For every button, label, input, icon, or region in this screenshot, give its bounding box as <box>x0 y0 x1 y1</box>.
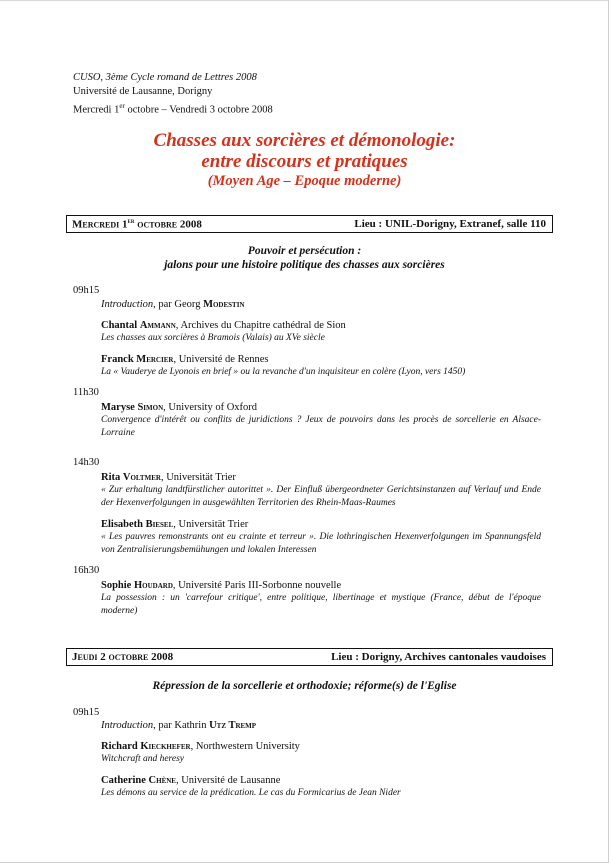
talk-entry <box>101 471 541 510</box>
day-2-date: Jeudi 2 octobre 2008 <box>72 651 174 663</box>
talk-title: Witchcraft and heresy <box>101 754 185 764</box>
talk-entry <box>101 740 541 766</box>
header-date-end: octobre – Vendredi 3 octobre 2008 <box>124 104 273 116</box>
speaker-affiliation: , Northwestern University <box>190 741 300 752</box>
intro-name: Utz Tremp <box>209 720 257 731</box>
header-date-start: Mercredi 1 <box>73 104 120 116</box>
talk-entry <box>101 319 541 345</box>
speaker-last-name: Chène <box>148 775 176 786</box>
speaker-last-name: Kieckhefer <box>140 741 191 752</box>
talk-entry <box>101 353 541 379</box>
talk-title: La « Vauderye de Lyonois en brief » ou la revanche d'un inquisiteur en colère (Lyon, vers 1450) <box>101 367 466 377</box>
header-line-3 <box>73 99 273 118</box>
talk-title: Convergence d'intérêt ou conflits de juridictions ? Jeux de pouvoirs dans les procès de sorcellerie en Alsace-Lorraine <box>101 415 541 438</box>
day-1-header <box>66 215 553 233</box>
intro-entry <box>101 298 541 311</box>
time-slot: 09h15 <box>73 707 100 718</box>
talk-entry <box>101 774 541 800</box>
talk-title: La possession : un 'carrefour critique', entre politique, libertinage et mystique (France, début de l'époque moderne) <box>101 593 541 616</box>
intro-entry <box>101 719 541 732</box>
day-1-date-sup: er <box>127 217 135 226</box>
page-title <box>0 131 609 190</box>
speaker-affiliation: , Université de Rennes <box>173 354 269 365</box>
speaker-first-name: Franck <box>101 354 137 365</box>
speaker-first-name: Elisabeth <box>101 519 146 530</box>
title-line-3: (Moyen Age – Epoque moderne) <box>207 173 402 189</box>
speaker-first-name: Rita <box>101 472 123 483</box>
speaker-last-name: Biesel <box>145 519 174 530</box>
day-2-header <box>66 648 553 666</box>
talk-title: Les chasses aux sorcières à Bramois (Valais) au XVe siècle <box>101 333 325 343</box>
day-1-section-title <box>0 244 609 272</box>
speaker-affiliation: , Universität Trier <box>160 472 236 483</box>
intro-name: Modestin <box>203 299 245 310</box>
speaker-affiliation: , Université Paris III-Sorbonne nouvelle <box>172 580 342 591</box>
intro-par: , par Georg <box>153 299 204 310</box>
intro-par: , par Kathrin <box>153 720 210 731</box>
day-1-section-line-2: jalons pour une histoire politique des chasses aux sorcières <box>164 259 445 271</box>
speaker-last-name: Houdard <box>133 580 173 591</box>
speaker-first-name: Richard <box>101 741 141 752</box>
header-line-1: CUSO, 3ème Cycle romand de Lettres 2008 <box>73 72 257 83</box>
speaker-first-name: Maryse <box>101 402 138 413</box>
header-date-sup: er <box>119 102 125 110</box>
day-1-section-line-1: Pouvoir et persécution : <box>247 245 362 257</box>
day-1-location: Lieu : UNIL-Dorigny, Extranef, salle 110 <box>354 218 546 230</box>
time-slot: 16h30 <box>73 565 100 576</box>
speaker-affiliation: , University of Oxford <box>163 402 258 413</box>
speaker-affiliation: , Universität Trier <box>173 519 249 530</box>
document-header <box>73 71 273 118</box>
intro-label: Introduction <box>101 720 154 731</box>
day-2-location: Lieu : Dorigny, Archives cantonales vaudoises <box>331 651 546 663</box>
time-slot: 14h30 <box>73 457 100 468</box>
speaker-affiliation: , Université de Lausanne <box>175 775 281 786</box>
header-line-2: Université de Lausanne, Dorigny <box>73 86 213 97</box>
speaker-last-name: Mercier <box>136 354 174 365</box>
title-line-1: Chasses aux sorcières et démonologie: <box>153 130 456 151</box>
intro-label: Introduction <box>101 299 154 310</box>
speaker-last-name: Simon <box>137 402 164 413</box>
day-1-date <box>72 217 202 231</box>
speaker-last-name: Voltmer <box>122 472 161 483</box>
time-slot: 11h30 <box>73 387 99 398</box>
speaker-first-name: Catherine <box>101 775 149 786</box>
talk-title: « Zur erhaltung landtfürstlicher autorittet ». Der Einfluß übergeordneter Gerichtsinstanzen auf Verlauf und Ende der Hexenverfolgungen in ausgewählten Territorien des Rhein-Maas-Raumes <box>101 485 541 508</box>
page-edge <box>0 0 609 1</box>
title-line-2: entre discours et pratiques <box>201 151 408 172</box>
day-1-date-pre: Mercredi 1 <box>72 218 128 231</box>
speaker-first-name: Chantal <box>101 320 140 331</box>
speaker-last-name: Ammann <box>139 320 176 331</box>
time-slot: 09h15 <box>73 285 100 296</box>
speaker-affiliation: , Archives du Chapitre cathédral de Sion <box>175 320 346 331</box>
talk-title: Les démons au service de la prédication. Le cas du Formicarius de Jean Nider <box>101 788 401 798</box>
talk-entry <box>101 401 541 440</box>
talk-entry <box>101 579 541 618</box>
day-2-section-title: Répression de la sorcellerie et orthodoxie; réforme(s) de l'Eglise <box>152 680 457 692</box>
talk-entry <box>101 518 541 557</box>
talk-title: « Les pauvres remonstrants ont eu crainte et terreur ». Die lothringischen Hexenverfolgungen im Spannungsfeld von Zentralisierungsbemühungen und lokalen Interessen <box>101 532 541 555</box>
day-1-date-post: octobre 2008 <box>134 218 202 231</box>
speaker-first-name: Sophie <box>101 580 134 591</box>
